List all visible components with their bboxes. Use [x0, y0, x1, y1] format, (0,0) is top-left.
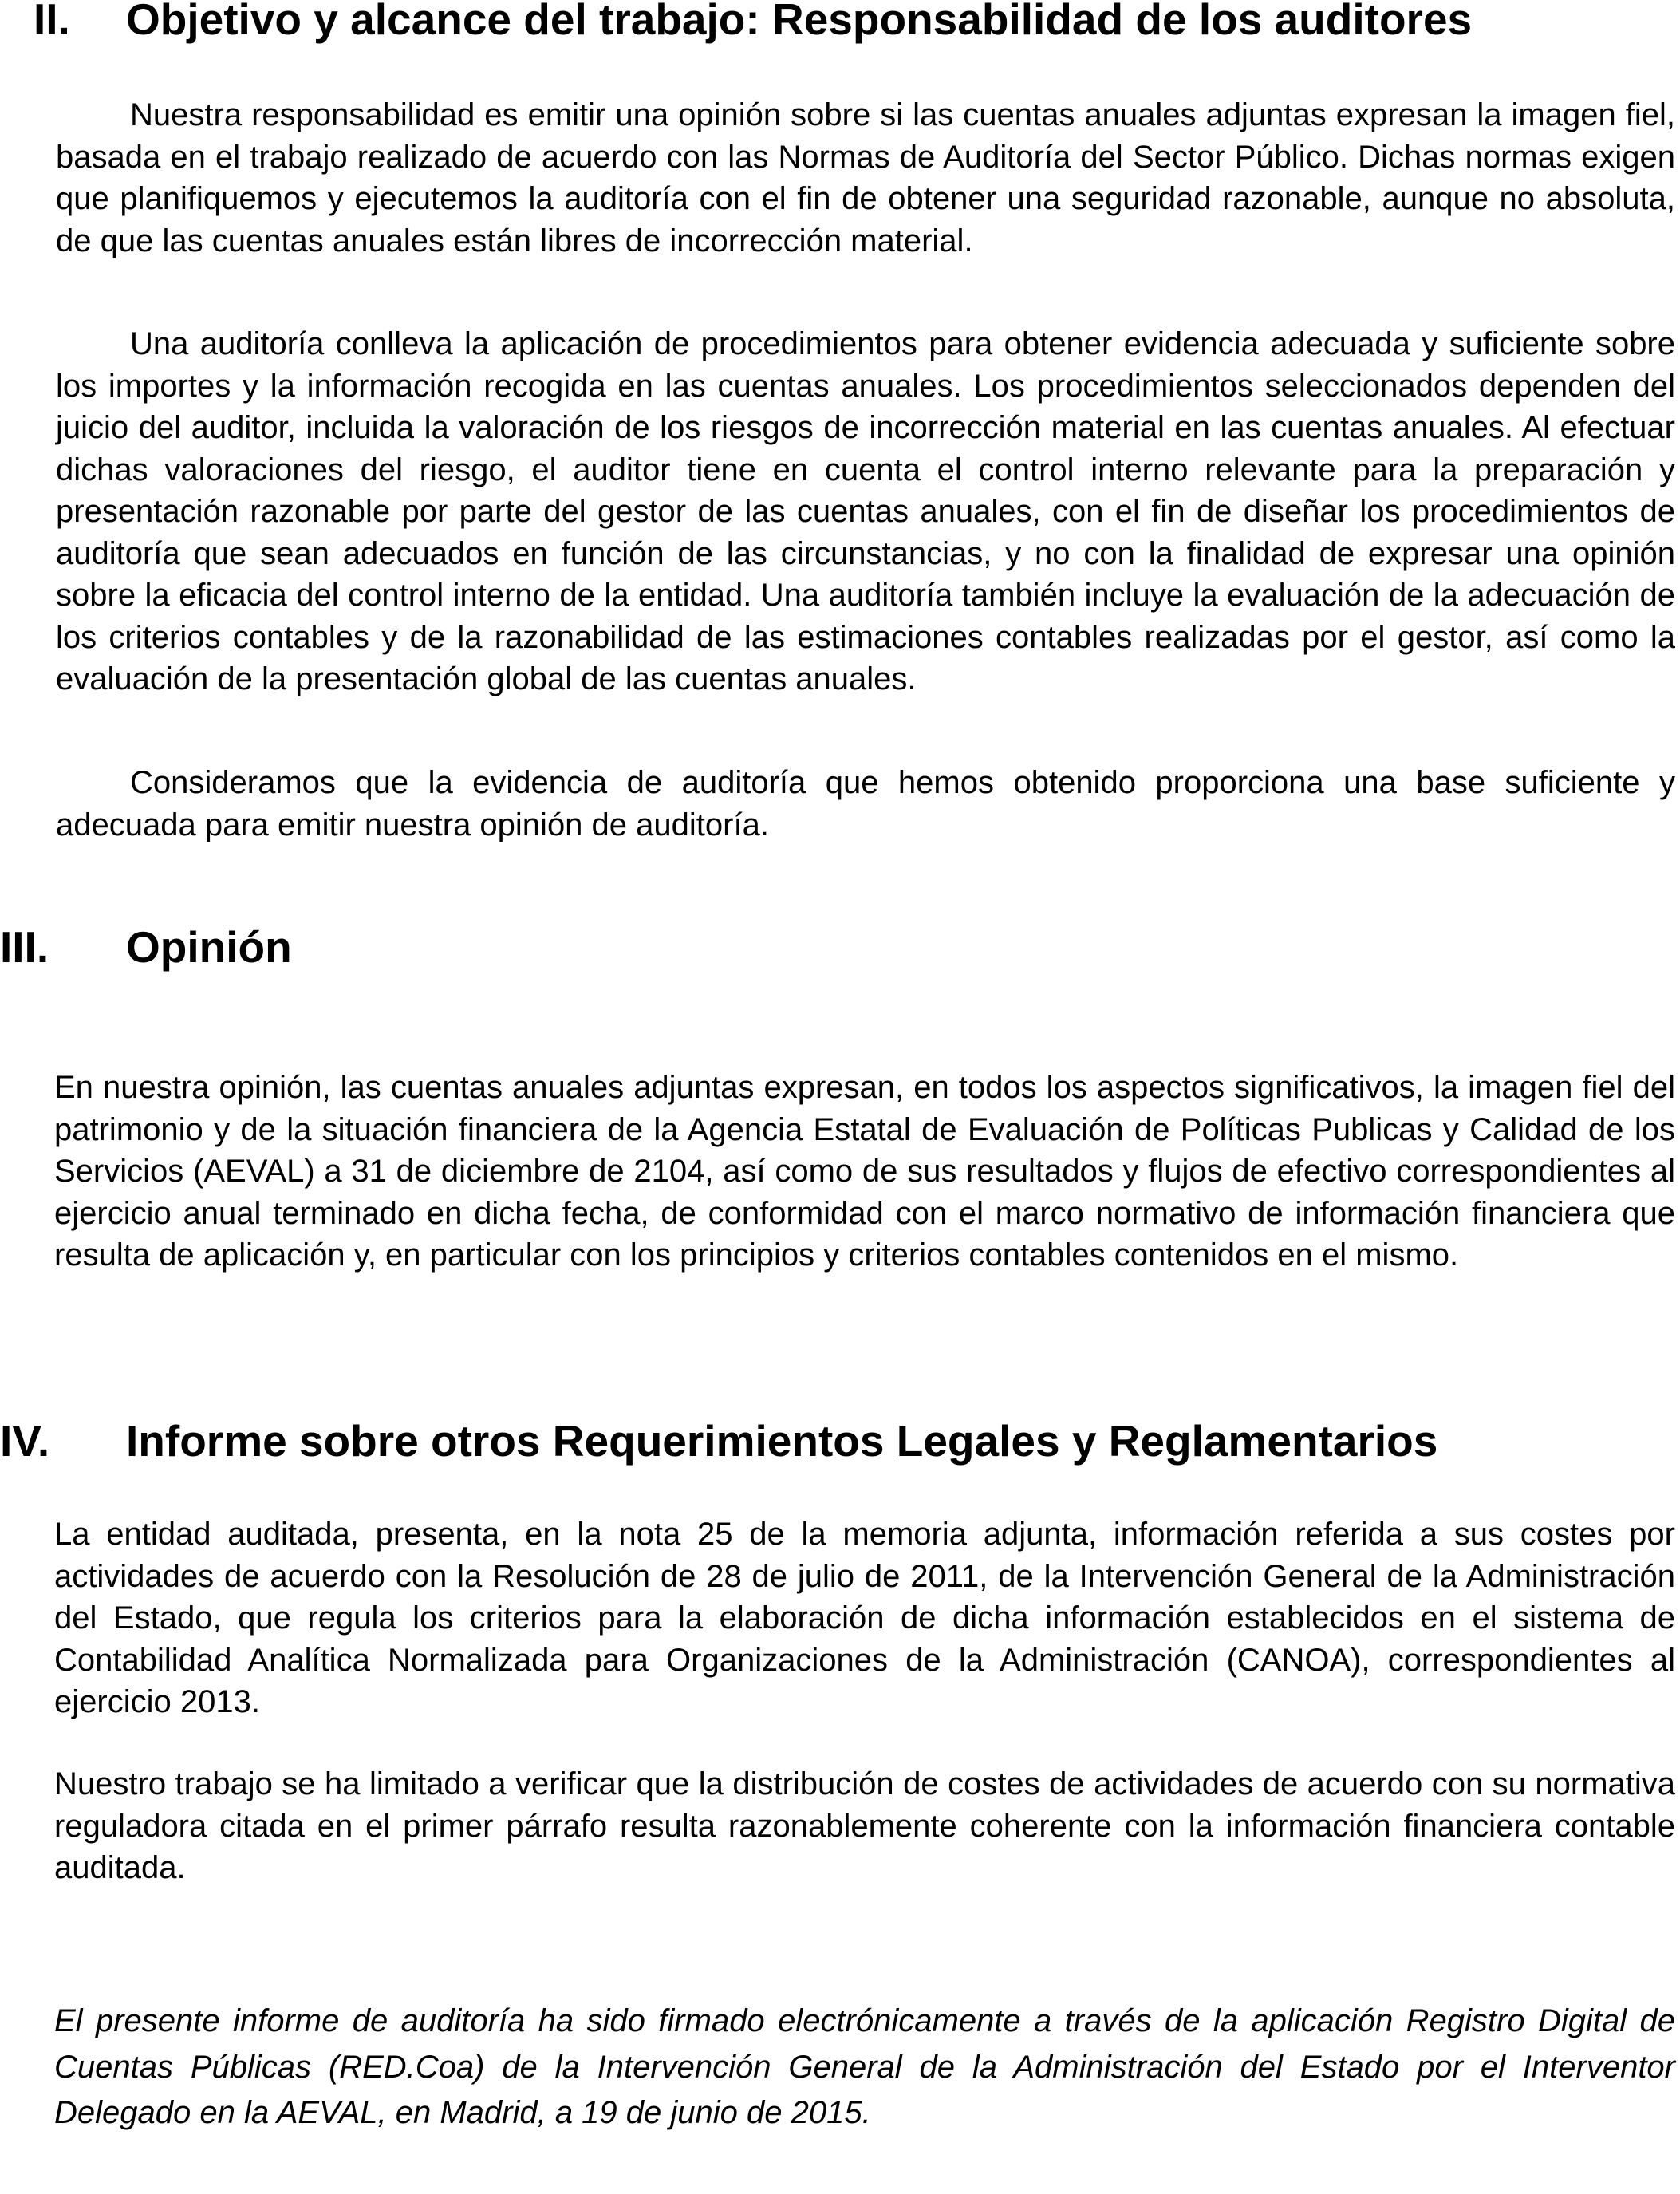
section-iii-paragraph-1: En nuestra opinión, las cuentas anuales adjuntas expresan, en todos los aspectos significativos, la imagen fiel del patrimonio y de la situación financiera de la Agencia Estatal de Evaluación de Políticas Publicas y Calidad de los Servicios (AEVAL) a 31 de diciembre de 2104, así como de sus resultados y flujos de efectivo correspondientes al ejercicio anual terminado en dicha fecha, de conformidad con el marco normativo de información financiera que resulta de aplicación y, en particular con los principios y criterios contables contenidos en el mismo.: [54, 1070, 1675, 1273]
section-ii-number: II.: [34, 0, 70, 44]
section-ii-paragraph-2: Una auditoría conlleva la aplicación de procedimientos para obtener evidencia adecuada y suficiente sobre los importes y la información recogida en las cuentas anuales. Los procedimientos seleccionados dependen del juicio del auditor, incluida la valoración de los riesgos de incorrección material en las cuentas anuales. Al efectuar dichas valoraciones del riesgo, el auditor tiene en cuenta el control interno relevante para la preparación y presentación razonable por parte del gestor de las cuentas anuales, con el fin de diseñar los procedimientos de auditoría que sean adecuados en función de las circunstancias, y no con la finalidad de expresar una opinión sobre la eficacia del control interno de la entidad. Una auditoría también incluye la evaluación de la adecuación de los criterios contables y de la razonabilidad de las estimaciones contables realizadas por el gestor, así como la evaluación de la presentación global de las cuentas anuales.: [56, 326, 1675, 696]
section-iv-paragraph-1: La entidad auditada, presenta, en la nota 25 de la memoria adjunta, información referida a sus costes por actividades de acuerdo con la Resolución de 28 de julio de 2011, de la Intervención General de la Administración del Estado, que regula los criterios para la elaboración de dicha información establecidos en el sistema de Contabilidad Analítica Normalizada para Organizaciones de la Administración (CANOA), correspondientes al ejercicio 2013.: [54, 1517, 1675, 1719]
section-iii-number: III.: [0, 922, 49, 972]
section-iv-number: IV.: [0, 1416, 50, 1466]
section-ii-title: Objetivo y alcance del trabajo: Responsabilidad de los auditores: [126, 0, 1473, 44]
section-iv-title: Informe sobre otros Requerimientos Legales y Reglamentarios: [126, 1416, 1438, 1466]
section-iii-title: Opinión: [126, 922, 292, 972]
section-ii-paragraph-1: Nuestra responsabilidad es emitir una opinión sobre si las cuentas anuales adjuntas expresan la imagen fiel, basada en el trabajo realizado de acuerdo con las Normas de Auditoría del Sector Público. Dichas normas exigen que planifiquemos y ejecutemos la auditoría con el fin de obtener una seguridad razonable, aunque no absoluta, de que las cuentas anuales están libres de incorrección material.: [56, 97, 1675, 258]
signature-note: El presente informe de auditoría ha sido firmado electrónicamente a través de la aplicación Registro Digital de Cuentas Públicas (RED.Coa) de la Intervención General de la Administración del Estado por el Interventor Delegado en la AEVAL, en Madrid, a 19 de junio de 2015.: [54, 2003, 1675, 2130]
section-ii-paragraph-3: Consideramos que la evidencia de auditoría que hemos obtenido proporciona una base suficiente y adecuada para emitir nuestra opinión de auditoría.: [56, 765, 1675, 842]
section-iv-paragraph-2: Nuestro trabajo se ha limitado a verificar que la distribución de costes de actividades de acuerdo con su normativa reguladora citada en el primer párrafo resulta razonablemente coherente con la información financiera contable auditada.: [54, 1766, 1675, 1885]
